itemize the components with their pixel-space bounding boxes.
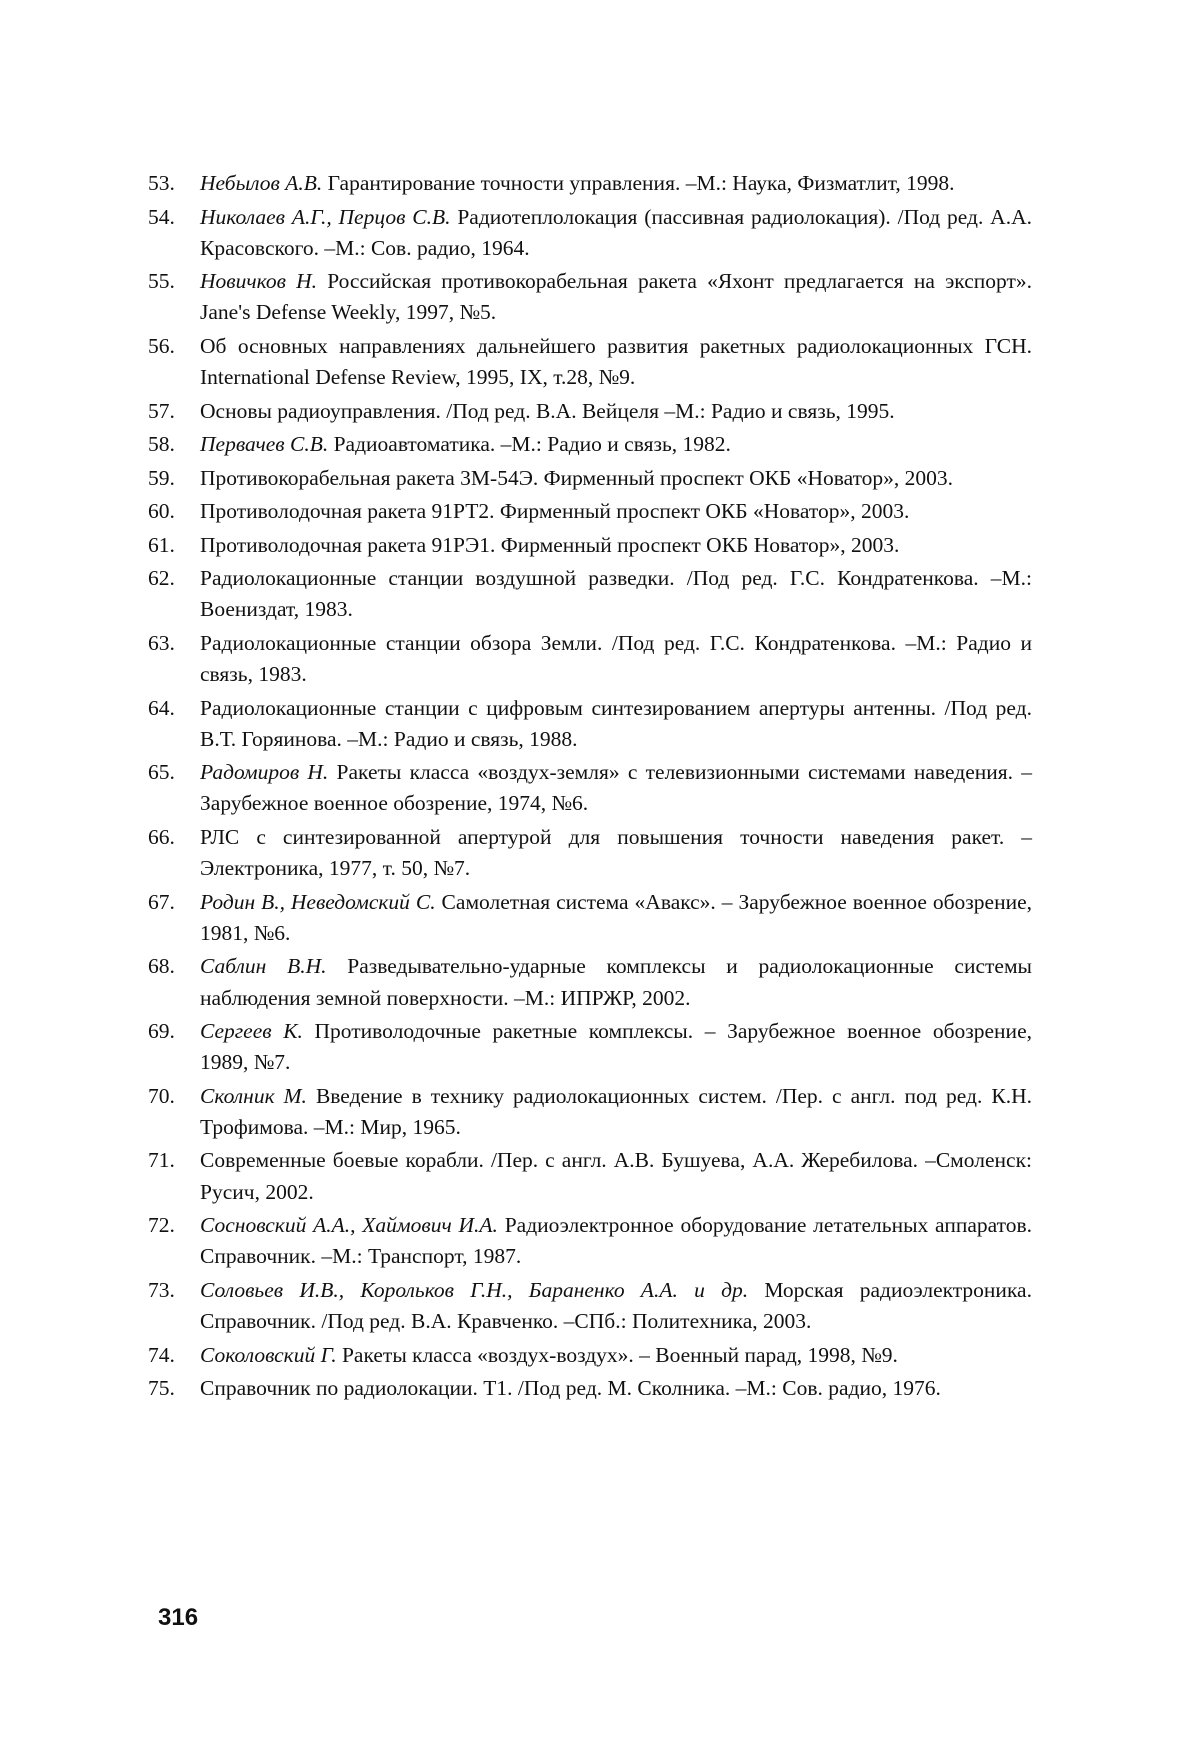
reference-item [148,1210,1032,1272]
reference-text [200,1210,1032,1272]
reference-item [148,951,1032,1013]
reference-number: 62. [148,566,175,591]
reference-item [148,266,1032,328]
reference-body: Разведывательно-ударные комплексы и радиолокационные системы наблюдения земной поверхности. –М.: ИПРЖР, 2002. [200,954,1032,1010]
reference-text [200,693,1032,755]
reference-author: Николаев А.Г., Перцов С.В. [200,204,451,229]
reference-number: 58. [148,432,175,457]
reference-item [148,1275,1032,1337]
reference-author: Соловьев И.В., Корольков Г.Н., Бараненко А.А. и др. [200,1277,749,1302]
reference-author: Родин В., Неведомский С. [200,889,436,914]
reference-item [148,1081,1032,1143]
reference-number: 64. [148,695,175,720]
reference-item [148,331,1032,393]
reference-item [148,530,1032,561]
reference-author: Саблин В.Н. [200,954,327,979]
reference-number: 65. [148,760,175,785]
reference-text [200,168,1032,199]
reference-text [200,331,1032,393]
reference-text [200,1145,1032,1207]
reference-body: Российская противокорабельная ракета «Яхонт предлагается на экспорт». Jane's Defense Weekly, 1997, №5. [200,269,1032,325]
reference-body: Радиолокационные станции с цифровым синтезированием апертуры антенны. /Под ред. В.Т. Горяинова. –М.: Радио и связь, 1988. [200,695,1032,751]
reference-text [200,266,1032,328]
reference-body: Гарантирование точности управления. –М.: Наука, Физматлит, 1998. [322,171,955,195]
reference-body: Об основных направлениях дальнейшего развития ракетных радиолокационных ГСН. International Defense Review, 1995, IX, т.28, №9. [200,333,1032,390]
reference-body: Противолодочные ракетные комплексы. – Зарубежное военное обозрение, 1989, №7. [200,1019,1032,1075]
reference-author: Соколовский Г. [200,1342,337,1367]
reference-text [200,1081,1032,1143]
reference-item [148,563,1032,625]
reference-body: Радиолокационные станции обзора Земли. /Под ред. Г.С. Кондратенкова. –М.: Радио и связь, 1983. [200,630,1032,687]
reference-body: Современные боевые корабли. /Пер. с англ. А.В. Бушуева, А.А. Жеребилова. –Смоленск: Русич, 2002. [200,1148,1032,1204]
reference-text [200,822,1032,884]
reference-text [200,951,1032,1013]
reference-number: 74. [148,1342,175,1367]
reference-number: 75. [148,1376,175,1401]
reference-text [200,1340,1032,1371]
reference-body: РЛС с синтезированной апертурой для повышения точности наведения ракет. – Электроника, 1977, т. 50, №7. [200,824,1032,881]
reference-list [148,168,1032,1407]
reference-text [200,429,1032,460]
reference-item [148,822,1032,884]
reference-author: Первачев С.В. [200,432,329,457]
reference-item [148,1145,1032,1207]
reference-item [148,1016,1032,1078]
reference-body: Радиоэлектронное оборудование летательных аппаратов. Справочник. –М.: Транспорт, 1987. [200,1213,1032,1269]
reference-item [148,496,1032,527]
reference-body: Ракеты класса «воздух-земля» с телевизионными системами наведения. – Зарубежное военное обозрение, 1974, №6. [200,760,1032,816]
reference-item [148,1373,1032,1404]
reference-number: 60. [148,499,175,524]
reference-author: Сосновский А.А., Хаймович И.А. [200,1213,498,1238]
reference-item [148,429,1032,460]
reference-text [200,463,1032,494]
reference-author: Новичков Н. [200,269,318,294]
reference-author: Сколник М. [200,1083,307,1108]
reference-author: Радомиров Н. [200,760,329,785]
reference-item [148,628,1032,690]
reference-body: Противолодочная ракета 91РЭ1. Фирменный проспект ОКБ Новатор», 2003. [200,532,900,557]
reference-body: Радиоавтоматика. –М.: Радио и связь, 1982. [328,432,731,457]
reference-body: Радиолокационные станции воздушной разведки. /Под ред. Г.С. Кондратенкова. –М.: Воениздат, 1983. [200,566,1032,622]
reference-body: Противокорабельная ракета 3М-54Э. Фирменный проспект ОКБ «Новатор», 2003. [200,465,954,490]
reference-body: Радиотеплолокация (пассивная радиолокация). /Под ред. А.А. Красовского. –М.: Сов. радио, 1964. [200,204,1032,260]
reference-body: Введение в технику радиолокационных систем. /Пер. с англ. под ред. К.Н. Трофимова. –М.: Мир, 1965. [200,1083,1032,1139]
reference-number: 61. [148,532,175,557]
reference-body: Основы радиоуправления. /Под ред. В.А. Вейцеля –М.: Радио и связь, 1995. [200,398,895,423]
reference-item [148,202,1032,264]
reference-body: Самолетная система «Авакс». – Зарубежное военное обозрение, 1981, №6. [200,889,1032,945]
reference-text [200,1016,1032,1078]
reference-body: Противолодочная ракета 91РТ2. Фирменный проспект ОКБ «Новатор», 2003. [200,499,910,524]
reference-author: Небылов А.В. [200,171,323,195]
reference-text [200,202,1032,264]
reference-number: 59. [148,465,175,490]
reference-number: 69. [148,1019,175,1044]
reference-text [200,396,1032,427]
reference-number: 73. [148,1277,175,1302]
reference-text [200,1373,1032,1404]
reference-text [200,530,1032,561]
reference-text [200,496,1032,527]
reference-text [200,1275,1032,1337]
reference-number: 55. [148,269,175,294]
reference-number: 56. [148,333,175,358]
reference-number: 63. [148,630,175,655]
reference-item [148,757,1032,819]
reference-number: 57. [148,398,175,423]
reference-item [148,693,1032,755]
reference-body: Справочник по радиолокации. Т1. /Под ред. М. Сколника. –М.: Сов. радио, 1976. [200,1376,941,1401]
reference-number: 54. [148,204,175,229]
reference-item [148,396,1032,427]
reference-text [200,628,1032,690]
reference-number: 53. [148,171,175,195]
reference-number: 67. [148,889,175,914]
reference-item [148,887,1032,949]
page-number: 316 [158,1604,199,1631]
reference-number: 70. [148,1083,175,1108]
reference-number: 72. [148,1213,175,1238]
reference-number: 71. [148,1148,175,1173]
reference-body: Ракеты класса «воздух-воздух». – Военный парад, 1998, №9. [336,1342,898,1367]
reference-body: Морская радиоэлектроника. Справочник. /Под ред. В.А. Кравченко. –СПб.: Политехника, 2003. [200,1277,1032,1334]
reference-number: 68. [148,954,175,979]
reference-item [148,1340,1032,1371]
reference-item [148,168,1032,199]
reference-number: 66. [148,824,175,849]
reference-author: Сергеев К. [200,1019,303,1044]
reference-text [200,757,1032,819]
reference-text [200,563,1032,625]
reference-item [148,463,1032,494]
reference-text [200,887,1032,949]
